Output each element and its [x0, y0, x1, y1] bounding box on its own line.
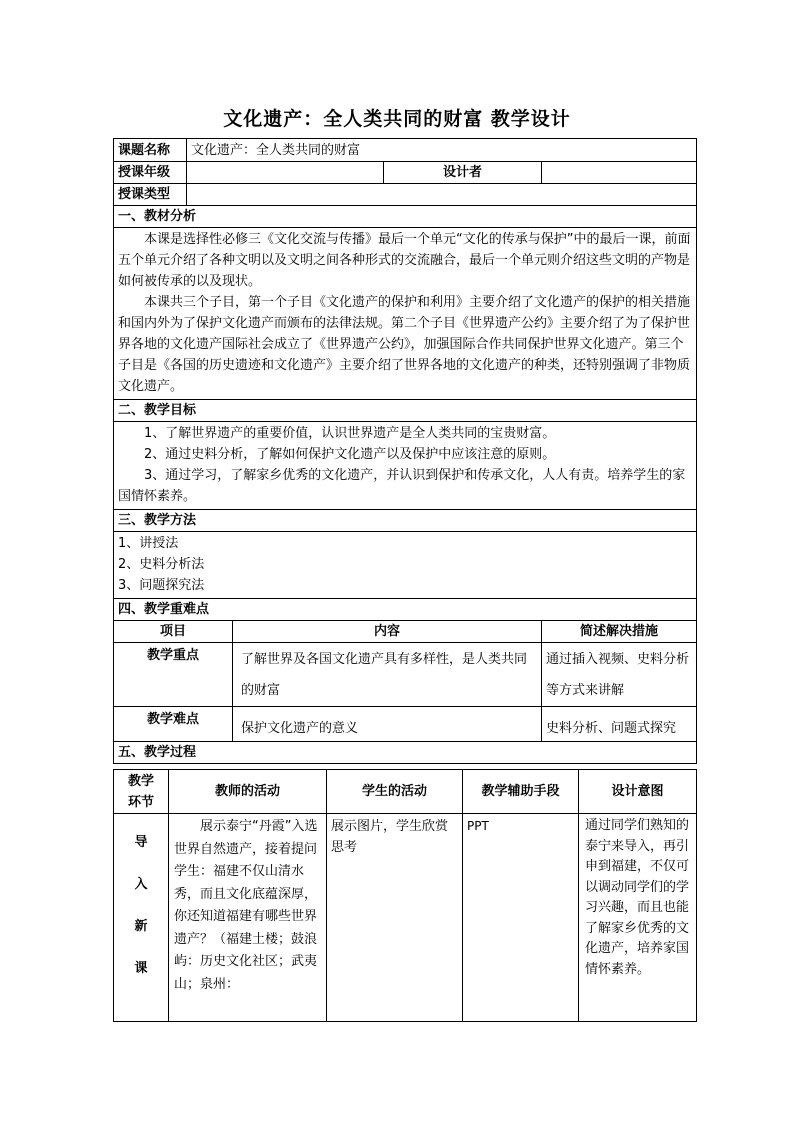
student-activity: 展示图片，学生欣赏思考 — [327, 814, 463, 1022]
methods-heading: 三、教学方法 — [114, 510, 697, 532]
key-point-content: 了解世界及各国文化遗产具有多样性，是人类共同的财富 — [233, 643, 542, 707]
analysis-paragraph: 本课是选择性必修三《文化交流与传播》最后一个单元“文化的传承与保护”中的最后一课，前面五个单元介绍了各种文明以及文明之间各种形式的交流融合，最后一个单元则介绍这些文明的产物是如何被传承的以及现状。 — [118, 232, 691, 289]
col-content: 内容 — [233, 621, 542, 643]
method-item: 1、讲授法 — [118, 536, 179, 551]
topic-label: 课题名称 — [114, 139, 187, 162]
type-label: 授课类型 — [114, 184, 187, 206]
process-heading: 五、教学过程 — [114, 742, 697, 764]
designer-label: 设计者 — [384, 162, 542, 184]
design-intent: 通过同学们熟知的泰宁来导入，再引申到福建，不仅可以调动同学们的学习兴趣，而且也能了解家乡优秀的文化遗产，培养家国情怀素养。 — [579, 814, 697, 1022]
analysis-body — [114, 228, 697, 400]
stage-char: 入 — [134, 877, 148, 892]
page-title: 文化遗产：全人类共同的财富 教学设计 — [223, 108, 571, 130]
col-item: 项目 — [114, 621, 233, 643]
col-teacher: 教师的活动 — [169, 770, 327, 814]
method-item: 3、问题探究法 — [118, 578, 205, 593]
grade-value — [187, 162, 384, 184]
stage-intro — [114, 814, 169, 1022]
stage-char: 课 — [134, 961, 148, 976]
col-stage: 教学环节 — [114, 770, 169, 814]
analysis-heading: 一、教材分析 — [114, 206, 697, 228]
topic-value: 文化遗产：全人类共同的财富 — [187, 139, 697, 162]
teacher-activity-text: 展示泰宁“丹霞”入选世界自然遗产，接着提问学生：福建不仅山清水秀，而且文化底蕴深厚，你还知道福建有哪些世界遗产？（福建土楼；鼓浪屿：历史文化社区；武夷山；泉州： — [174, 819, 318, 992]
analysis-paragraph: 本课共三个子目，第一个子目《文化遗产的保护和利用》主要介绍了文化遗产的保护的相关措施和国内外为了保护文化遗产而颁布的法律法规。第二个子目《世界遗产公约》主要介绍了为了保护世界各地的文化遗产国际社会成立了《世界遗产公约》，加强国际合作共同保护世界文化遗产。第三个子目是《各国的历史遗迹和文化遗产》主要介绍了世界各地的文化遗产的种类，还特别强调了非物质文化遗产。 — [118, 295, 691, 394]
teaching-aids: PPT — [463, 814, 579, 1022]
goal-item: 1、了解世界遗产的重要价值，认识世界遗产是全人类共同的宝贵财富。 — [144, 426, 556, 441]
difficult-point-measure: 史料分析、问题式探究 — [542, 707, 697, 742]
process-table — [113, 769, 697, 1022]
methods-body — [114, 532, 697, 599]
grade-label: 授课年级 — [114, 162, 187, 184]
method-item: 2、史料分析法 — [118, 557, 205, 572]
difficult-point-label: 教学难点 — [114, 707, 233, 742]
key-point-label: 教学重点 — [114, 643, 233, 707]
keypoints-heading: 四、教学重难点 — [114, 599, 697, 621]
goals-heading: 二、教学目标 — [114, 400, 697, 422]
col-measure: 简述解决措施 — [542, 621, 697, 643]
key-point-measure: 通过插入视频、史料分析等方式来讲解 — [542, 643, 697, 707]
goal-item: 2、通过史料分析，了解如何保护文化遗产以及保护中应该注意的原则。 — [144, 447, 556, 462]
goal-item: 3、通过学习，了解家乡优秀的文化遗产，并认识到保护和传承文化，人人有责。培养学生的家国情怀素养。 — [118, 468, 686, 504]
teacher-activity — [169, 814, 327, 1022]
lesson-plan-table — [113, 138, 697, 764]
col-aids: 教学辅助手段 — [463, 770, 579, 814]
difficult-point-content: 保护文化遗产的意义 — [233, 707, 542, 742]
col-student: 学生的活动 — [327, 770, 463, 814]
designer-value — [542, 162, 697, 184]
goals-body — [114, 422, 697, 510]
stage-char: 新 — [134, 919, 148, 934]
type-value — [187, 184, 697, 206]
stage-char: 导 — [134, 835, 148, 850]
col-intent: 设计意图 — [579, 770, 697, 814]
